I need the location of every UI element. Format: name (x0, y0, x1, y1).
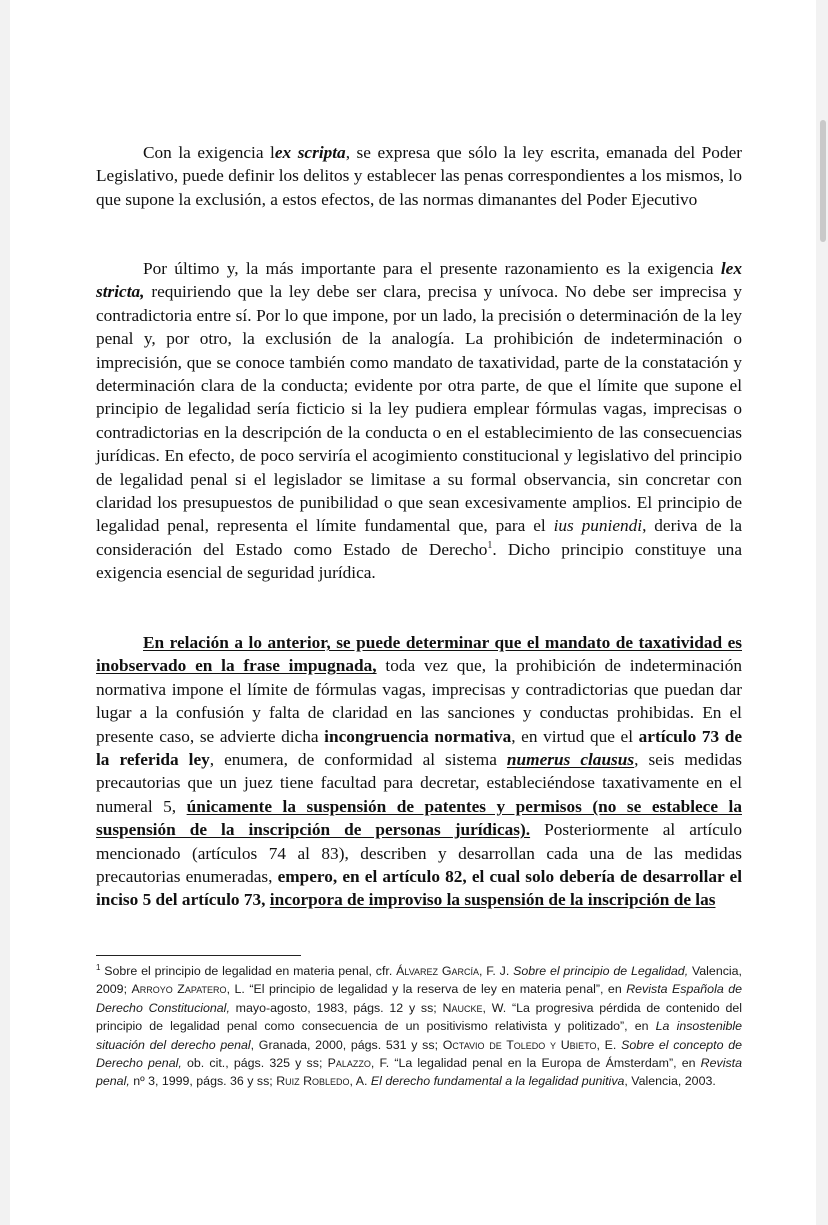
bold-run: empero, en el artículo 82, el cual solo debería de desarrollar el inciso 5 del artículo 73, (96, 867, 742, 910)
text-run: requiriendo que la ley debe ser clara, precisa y unívoca. No debe ser imprecisa y contradictoria entre sí. Por lo que impone, por un lado, la precisión o determinación de la ley penal y, por otro, la exclusión de la analogía. La prohibición de indeterminación o imprecisión, que se conoce también como mandato de taxatividad, parte de la constatación y determinación clara de la conducta; evidente por otra parte, de que el límite que supone el principio de legalidad sería ficticio si la ley pudiera emplear fórmulas vagas, imprecisas o contradictorias en la descripción de la conducta o en el establecimiento de las consecuencias jurídicas. En efecto, de poco serviría el acogimiento constitucional y legislativo del principio de legalidad penal si el legislador se limitase a su formal observancia, sin concretar con claridad los presupuestos de punibilidad o que sean excesivamente amplios. El principio de legalidad penal, representa el límite fundamental que, para el (96, 282, 742, 536)
author-name: Octavio de Toledo y Ubieto (442, 1037, 597, 1052)
author-name: Naucke (442, 1000, 483, 1015)
vertical-scrollbar[interactable] (820, 120, 826, 242)
paragraph-lex-stricta (96, 257, 742, 585)
work-title: Sobre el concepto de Derecho penal, (96, 1037, 742, 1071)
work-title: El derecho fundamental a la legalidad punitiva (370, 1074, 625, 1089)
footnote-separator (96, 955, 301, 956)
text-run: , deriva de la consideración del Estado como Estado de Derecho (96, 516, 742, 559)
text-run: Posteriormente al artículo mencionado (artículos 74 al 83), describen y desarrollan cada una de las medidas precautorias enumeradas, (96, 820, 742, 887)
text-run: , enumera, de conformidad al sistema (209, 750, 507, 770)
emphasis-term: ex scripta (274, 143, 346, 162)
footnote-reference[interactable]: 1 (487, 540, 493, 552)
bold-run: artículo 73 de la referida ley (96, 726, 743, 770)
text-run: , L. “El principio de legalidad y la reserva de ley en materia penal”, en (226, 982, 627, 997)
author-name: Palazzo (327, 1056, 371, 1071)
text-run: , se expresa que sólo la ley escrita, emanada del Poder Legislativo, puede definir los delitos y establecer las penas correspondientes a los mismos, lo que supone la exclusión, a estos efectos, de las normas dimanantes del Poder Ejecutivo (96, 143, 743, 209)
underlined-bold-run: únicamente la suspensión de patentes y permisos (no se establece la suspensión de la inscripción de personas jurídicas). (96, 796, 742, 840)
underlined-bold-run: incorpora de improviso la suspensión de la inscripción de las (269, 890, 716, 910)
paragraph-taxatividad (96, 631, 742, 912)
work-title: Revista penal, (96, 1056, 742, 1089)
text-run: Con la exigencia l (143, 143, 275, 162)
text-run: ob. cit., págs. 325 y ss; (181, 1056, 328, 1071)
author-name: Álvarez García (396, 964, 479, 978)
text-run: , seis medidas precautorias que un juez tiene facultad para decretar, estableciéndose taxativamente en el numeral 5, (96, 750, 742, 816)
text-run: , F. “La legalidad penal en la Europa de Ámsterdam”, en (370, 1056, 701, 1071)
text-run: toda vez que, la prohibición de indeterminación normativa impone el límite de fórmulas vagas, imprecisas y contradictorias que puedan dar lugar a la confusión y falta de claridad en las sanciones y conductas prohibidas. En el presente caso, se advierte dicha (96, 656, 742, 746)
text-run: mayo-agosto, 1983, págs. 12 y ss; (229, 1000, 443, 1015)
text-run: , en virtud que el (511, 726, 639, 746)
author-name: Ruiz Robledo (276, 1074, 350, 1089)
text-run: , F. J. (478, 964, 514, 978)
text-run: , W. “La progresiva pérdida de contenido del principio de legalidad penal como consecuencia de un positivismo relativista y politizado”, en (96, 1000, 742, 1034)
text-run: . Dicho principio constituye una exigencia esencial de seguridad jurídica. (96, 539, 742, 583)
italic-term: ius puniendi (553, 516, 643, 536)
paragraph-lex-scripta (96, 141, 742, 211)
text-run: Valencia, 2009; (96, 964, 742, 997)
underlined-bold-run: En relación a lo anterior, se puede determinar que el mandato de taxatividad es inobservado en la frase impugnada, (96, 633, 742, 676)
text-run: nº 3, 1999, págs. 36 y ss; (129, 1074, 277, 1089)
emphasis-term: lex stricta, (96, 259, 742, 302)
text-run: , A. (349, 1074, 371, 1089)
footnote (96, 962, 742, 1091)
work-title: La insostenible situación del derecho penal (96, 1019, 743, 1052)
text-run: , Granada, 2000, págs. 531 y ss; (250, 1037, 443, 1052)
text-run: , Valencia, 2003. (624, 1074, 716, 1089)
work-title: Sobre el principio de Legalidad, (513, 964, 689, 978)
author-name: Arroyo Zapatero (131, 982, 227, 997)
document-page (10, 0, 816, 1225)
work-title: Revista Española de Derecho Constitucional, (96, 982, 743, 1015)
text-run: Sobre el principio de legalidad en materia penal, cfr. (100, 964, 397, 978)
text-run: , E. (596, 1037, 622, 1052)
text-run: Por último y, la más importante para el presente razonamiento es la exigencia (143, 259, 721, 278)
emphasis-term: numerus clausus (506, 750, 635, 770)
bold-run: incongruencia normativa (324, 726, 512, 746)
footnote-number: 1 (96, 962, 101, 972)
